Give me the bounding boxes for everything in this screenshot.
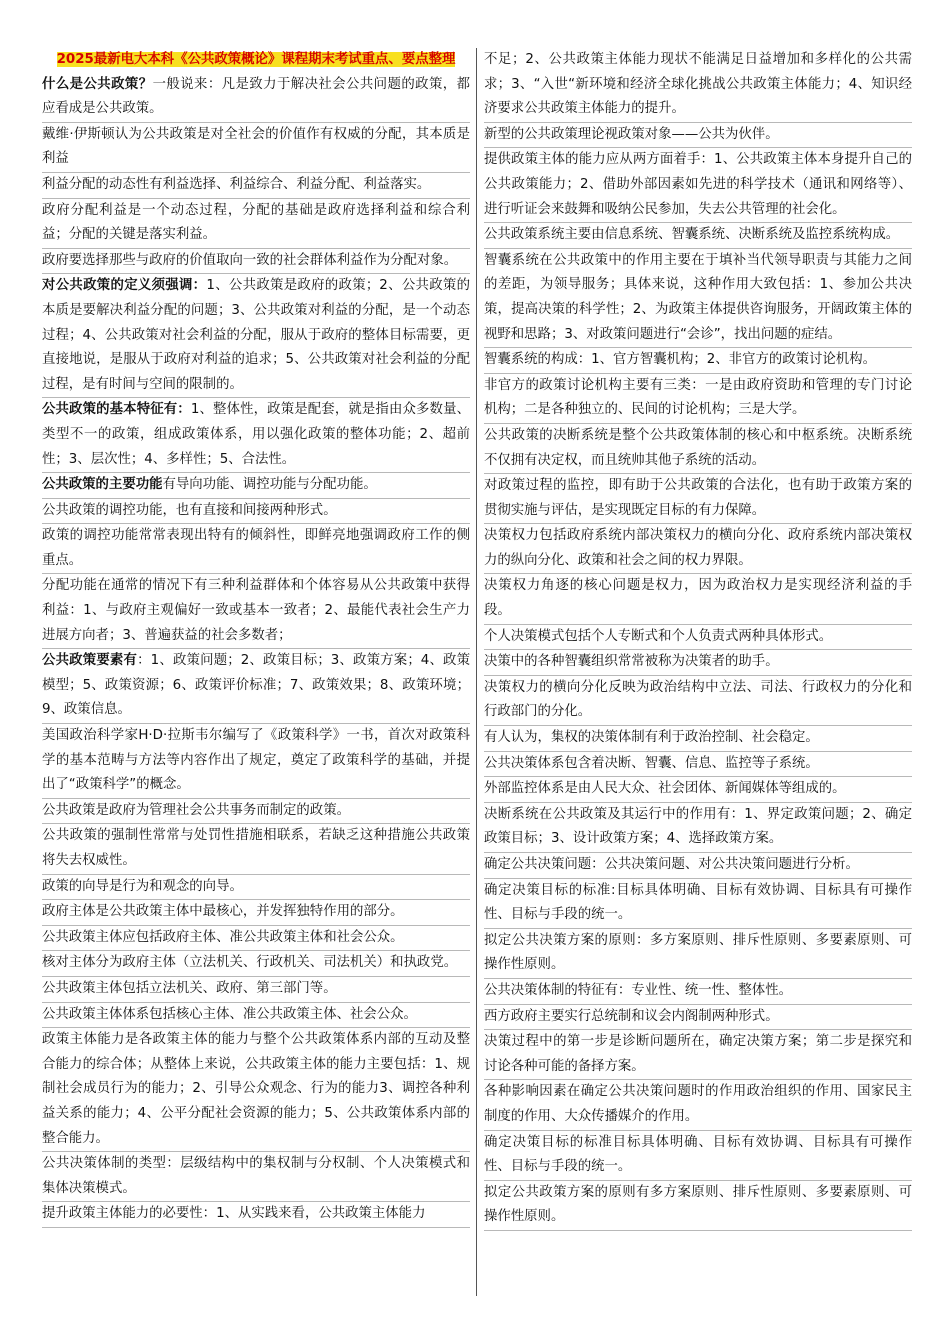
paragraph-text: 新型的公共政策理论视政策对象——公共为伙伴。 (484, 126, 779, 142)
bold-term: 公共政策的基本特征有： (42, 402, 191, 418)
paragraph (42, 1028, 470, 1152)
paragraph (484, 1181, 912, 1231)
paragraph (484, 48, 912, 123)
paragraph-text: 政府要选择那些与政府的价值取向一致的社会群体利益作为分配对象。 (42, 252, 458, 268)
paragraph-text: 决策权力角逐的核心问题是权力，因为政治权力是实现经济利益的手段。 (484, 578, 912, 619)
paragraph-text: 公共政策的调控功能，也有直接和间接两种形式。 (42, 502, 337, 518)
paragraph-text: 决策过程中的第一步是诊断问题所在，确定决策方案；第二步是探究和讨论各种可能的备择方案。 (484, 1034, 912, 1074)
bold-term: 什么是公共政策？ (42, 76, 153, 92)
paragraph (42, 524, 470, 574)
paragraph (42, 951, 470, 977)
paragraph-text: 戴维·伊斯顿认为公共政策是对全社会的价值作有权威的分配，其本质是利益 (42, 126, 470, 167)
paragraph-text: 西方政府主要实行总统制和议会内阁制两种形式。 (484, 1008, 779, 1024)
paragraph-text: 有导向功能、调控功能与分配功能。 (162, 477, 377, 493)
paragraph-text: 非官方的政策讨论机构主要有三类：一是由政府资助和管理的专门讨论机构；二是各种独立的、民间的讨论机构；三是大学。 (484, 377, 912, 418)
bold-term: 对公共政策的定义须强调： (42, 278, 207, 294)
paragraph-text: 一般说来：凡是致力于解决社会公共问题的政策，都应看成是公共政策。 (42, 76, 470, 117)
left-column (42, 48, 470, 1228)
paragraph (42, 499, 470, 525)
paragraph (484, 374, 912, 424)
paragraph-text: 决策中的各种智囊组织常常被称为决策者的助手。 (484, 654, 779, 670)
paragraph (484, 148, 912, 223)
paragraph-text: 公共决策体制的特征有：专业性、统一性、整体性。 (484, 982, 792, 998)
paragraph-text: 决断系统在公共政策及其运行中的作用有：1、界定政策问题；2、确定政策目标；3、设计政策方案；4、选择政策方案。 (484, 806, 912, 847)
paragraph (484, 348, 912, 374)
paragraph-text: 政策的向导是行为和观念的向导。 (42, 878, 243, 894)
paragraph-text: 公共政策系统主要由信息系统、智囊系统、决断系统及监控系统构成。 (484, 227, 900, 243)
paragraph (484, 123, 912, 149)
paragraph (484, 1030, 912, 1080)
paragraph (42, 123, 470, 173)
paragraph-text: 分配功能在通常的情况下有三种利益群体和个体容易从公共政策中获得利益：1、与政府主观偏好一致或基本一致者；2、最能代表社会生产力进展方向者；3、普遍获益的社会多数者； (42, 578, 470, 643)
paragraph-text: 政府分配利益是一个动态过程，分配的基础是政府选择利益和综合利益；分配的关键是落实利益。 (42, 202, 470, 243)
paragraph-text: 提升政策主体能力的必要性：1、从实践来看，公共政策主体能力 (42, 1206, 426, 1222)
paragraph-text: 个人决策模式包括个人专断式和个人负责式两种具体形式。 (484, 628, 833, 644)
paragraph (484, 223, 912, 249)
paragraph (42, 73, 470, 123)
column-divider (476, 48, 477, 1296)
paragraph-text: 不足；2、公共政策主体能力现状不能满足日益增加和多样化的公共需求；3、“入世“新环境和经济全球化挑战公共政策主体能力；4、知识经济要求公共政策主体能力的提升。 (484, 52, 912, 117)
paragraph (42, 173, 470, 199)
paragraph-text: 各种影响因素在确定公共决策问题时的作用政治组织的作用、国家民主制度的作用、大众传播媒介的作用。 (484, 1084, 912, 1124)
paragraph-text: 确定决策目标的标准:目标具体明确、目标有效协调、目标具有可操作性、目标与手段的统一。 (484, 882, 912, 923)
paragraph-text: 公共政策主体体系包括核心主体、准公共政策主体、社会公众。 (42, 1006, 417, 1022)
paragraph (484, 1131, 912, 1181)
paragraph (42, 724, 470, 799)
paragraph-text: 公共决策体制的类型：层级结构中的集权制与分权制、个人决策模式和集体决策模式。 (42, 1156, 470, 1196)
paragraph (42, 398, 470, 473)
paragraph (42, 249, 470, 275)
paragraph-text: 利益分配的动态性有利益选择、利益综合、利益分配、利益落实。 (42, 176, 431, 192)
paragraph-text: 提供政策主体的能力应从两方面着手：1、公共政策主体本身提升自己的公共政策能力；2、借助外部因素如先进的科学技术（通讯和网络等）、进行听证会来鼓舞和吸纳公民参加，失去公共管理的社会化。 (484, 152, 912, 217)
paragraph (484, 1080, 912, 1130)
paragraph (42, 199, 470, 249)
paragraph-text: 政策的调控功能常常表现出特有的倾斜性，即鲜亮地强调政府工作的侧重点。 (42, 528, 470, 568)
paragraph (42, 926, 470, 952)
paragraph (484, 249, 912, 348)
paragraph (484, 777, 912, 803)
paragraph-text: 1、整体性，政策是配套，就是指由众多数量、类型不一的政策，组成政策体系，用以强化政策的整体功能；2、超前性；3、层次性；4、多样性；5、合法性。 (42, 402, 470, 467)
paragraph (42, 1202, 470, 1228)
paragraph-text: 公共政策主体应包括政府主体、准公共政策主体和社会公众。 (42, 929, 404, 945)
document-page (42, 48, 914, 1298)
paragraph (42, 977, 470, 1003)
paragraph (42, 900, 470, 926)
paragraph (484, 752, 912, 778)
highlighted-title-text: 2025最新电大本科《公共政策概论》课程期末考试重点、要点整理 (56, 52, 456, 67)
paragraph (484, 650, 912, 676)
paragraph (484, 979, 912, 1005)
paragraph (42, 274, 470, 398)
paragraph-text: 公共政策的决断系统是整个公共政策体制的核心和中枢系统。决断系统不仅拥有决定权，而且统帅其他子系统的活动。 (484, 427, 912, 468)
paragraph-text: 拟定公共政策方案的原则有多方案原则、排斥性原则、多要素原则、可操作性原则。 (484, 1184, 912, 1225)
paragraph-text: ：1、政策问题；2、政策目标；3、政策方案；4、政策模型；5、政策资源；6、政策评价标准；7、政策效果；8、政策环境；9、政策信息。 (42, 653, 471, 718)
paragraph (484, 1005, 912, 1031)
paragraph-text: 公共政策主体包括立法机关、政府、第三部门等。 (42, 980, 337, 996)
paragraph (484, 676, 912, 726)
right-column (484, 48, 912, 1231)
paragraph (42, 799, 470, 825)
paragraph-text: 公共决策体系包含着决断、智囊、信息、监控等子系统。 (484, 755, 819, 771)
paragraph (484, 524, 912, 574)
paragraph (42, 1152, 470, 1202)
paragraph (42, 1003, 470, 1029)
paragraph (42, 875, 470, 901)
paragraph-text: 外部监控体系是由人民大众、社会团体、新闻媒体等组成的。 (484, 781, 846, 797)
paragraph (484, 879, 912, 929)
paragraph (42, 574, 470, 649)
paragraph-text: 决策权力的横向分化反映为政治结构中立法、司法、行政权力的分化和行政部门的分化。 (484, 679, 912, 720)
paragraph-text: 确定决策目标的标准目标具体明确、目标有效协调、目标具有可操作性、目标与手段的统一。 (484, 1134, 912, 1175)
paragraph-text: 政策主体能力是各政策主体的能力与整个公共政策体系内部的互动及整合能力的综合体；从整体上来说，公共政策主体的能力主要包括：1、规制社会成员行为的能力；2、引导公众观念、行为的能力3、调控各种利益关系的能力；4、公平分配社会资源的能力；5、公共政策体系内部的整合能力。 (42, 1032, 470, 1146)
paragraph-text: 公共政策是政府为管理社会公共事务而制定的政策。 (42, 802, 350, 818)
paragraph-text: 决策权力包括政府系统内部决策权力的横向分化、政府系统内部决策权力的纵向分化、政策和社会之间的权力界限。 (484, 528, 912, 568)
paragraph (484, 625, 912, 651)
bold-term: 公共政策的主要功能 (42, 477, 163, 493)
paragraph (42, 649, 470, 724)
paragraph-text: 对政策过程的监控，即有助于公共政策的合法化，也有助于政策方案的贯彻实施与评估，是实现既定目标的有力保障。 (484, 478, 912, 518)
paragraph (42, 824, 470, 874)
paragraph (484, 853, 912, 879)
paragraph-text: 1、公共政策是政府的政策；2、公共政策的本质是要解决利益分配的问题；3、公共政策对利益的分配，是一个动态过程；4、公共政策对社会利益的分配，服从于政府的整体目标需要，更直接地说，是服从于政府对利益的追求；5、公共政策对社会利益的分配过程，是有时间与空间的限制的。 (42, 278, 471, 392)
paragraph (484, 574, 912, 624)
paragraph-text: 智囊系统的构成：1、官方智囊机构；2、非官方的政策讨论机构。 (484, 352, 876, 368)
paragraph-text: 确定公共决策问题：公共决策问题、对公共决策问题进行分析。 (484, 857, 859, 872)
paragraph (484, 929, 912, 979)
paragraph-text: 美国政治科学家H·D·拉斯韦尔编写了《政策科学》一书，首次对政策科学的基本范畴与方法等内容作出了规定，奠定了政策科学的基础，并提出了“政策科学”的概念。 (42, 728, 470, 793)
paragraph-text: 有人认为，集权的决策体制有利于政治控制、社会稳定。 (484, 730, 819, 746)
paragraph (484, 803, 912, 853)
paragraph-text: 智囊系统在公共政策中的作用主要在于填补当代领导职责与其能力之间的差距，为领导服务；具体来说，这种作用大致包括：1、参加公共决策，提高决策的科学性；2、为政策主体提供咨询服务，开阔政策主体的视野和思路；3、对政策问题进行“会诊”，找出问题的症结。 (484, 252, 912, 342)
document-title (42, 48, 470, 73)
paragraph-text: 核对主体分为政府主体（立法机关、行政机关、司法机关）和执政党。 (42, 955, 458, 971)
paragraph (42, 473, 470, 499)
paragraph (484, 424, 912, 474)
paragraph-text: 政府主体是公共政策主体中最核心，并发挥独特作用的部分。 (42, 904, 404, 920)
paragraph-text: 拟定公共决策方案的原则：多方案原则、排斥性原则、多要素原则、可操作性原则。 (484, 932, 912, 973)
bold-term: 公共政策要素有 (42, 653, 138, 669)
paragraph-text: 公共政策的强制性常常与处罚性措施相联系，若缺乏这种措施公共政策将失去权威性。 (42, 828, 470, 868)
paragraph (484, 474, 912, 524)
paragraph (484, 726, 912, 752)
